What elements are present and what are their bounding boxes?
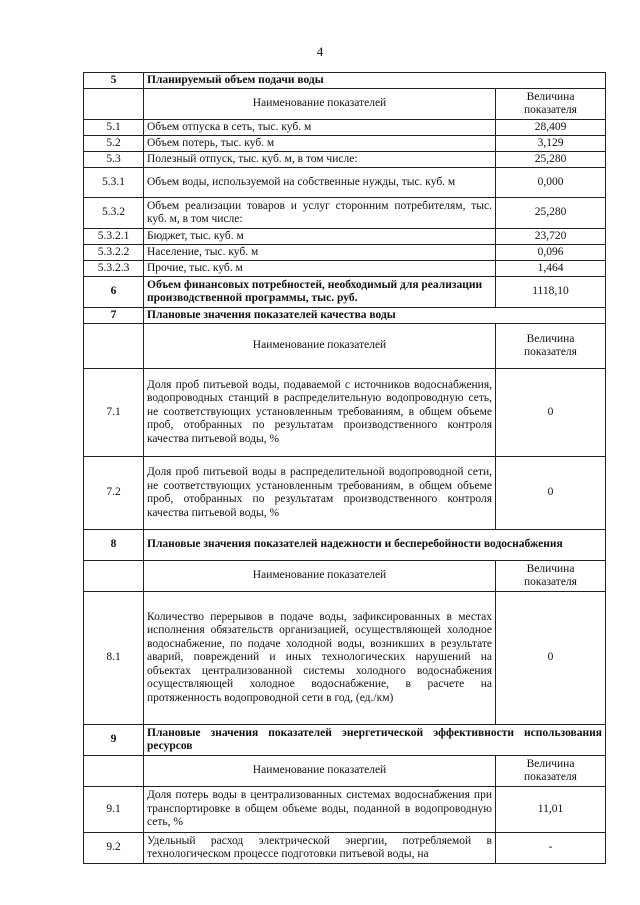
column-header-row xyxy=(84,89,606,120)
row-value: 0 xyxy=(496,457,606,530)
row-text: Доля потерь воды в централизованных системах водоснабжения при транспортировке в общем объеме воды, поданной в водопроводную сеть, % xyxy=(144,787,496,833)
row-value: 28,409 xyxy=(496,120,606,136)
row-text: Доля проб питьевой воды в распределительной водопроводной сети, не соответствующих установленным требованиям, в общем объеме проб, отобранных по результатам производственного контроля качества питьевой воды, % xyxy=(144,457,496,530)
header-blank-cell xyxy=(84,89,144,120)
row-value: - xyxy=(496,833,606,864)
table-row xyxy=(84,168,606,198)
row-value: 0 xyxy=(496,592,606,725)
row-text: Объем реализации товаров и услуг сторонним потребителям, тыс. куб. м, в том числе: xyxy=(144,198,496,229)
header-name: Наименование показателей xyxy=(144,89,496,120)
row-text: Удельный расход электрической энергии, потребляемой в технологическом процессе подготовки питьевой воды, на xyxy=(144,833,496,864)
row-text: Полезный отпуск, тыс. куб. м, в том числе: xyxy=(144,152,496,168)
row-number: 9.1 xyxy=(84,787,144,833)
column-header-row xyxy=(84,561,606,592)
production-program-table xyxy=(83,72,606,864)
row-number: 5.2 xyxy=(84,136,144,152)
row-number: 8.1 xyxy=(84,592,144,725)
header-name: Наименование показателей xyxy=(144,561,496,592)
row-text: Прочие, тыс. куб. м xyxy=(144,261,496,277)
header-blank-cell xyxy=(84,561,144,592)
row-number: 7.2 xyxy=(84,457,144,530)
row-value: 3,129 xyxy=(496,136,606,152)
row-text: Население, тыс. куб. м xyxy=(144,245,496,261)
table-row xyxy=(84,261,606,277)
section-row-9 xyxy=(84,725,606,756)
header-name: Наименование показателей xyxy=(144,324,496,369)
section-value: 1118,10 xyxy=(496,277,606,308)
row-number: 5.3.2.1 xyxy=(84,229,144,245)
row-number: 5.3 xyxy=(84,152,144,168)
section-row-8 xyxy=(84,530,606,561)
section-number: 6 xyxy=(84,277,144,308)
table-row xyxy=(84,152,606,168)
header-value: Величина показателя xyxy=(496,561,606,592)
section-number: 9 xyxy=(84,725,144,756)
row-value: 25,280 xyxy=(496,152,606,168)
table-row xyxy=(84,592,606,725)
table-row xyxy=(84,457,606,530)
row-value: 0 xyxy=(496,369,606,457)
table-row xyxy=(84,369,606,457)
row-number: 5.1 xyxy=(84,120,144,136)
row-value: 25,280 xyxy=(496,198,606,229)
section-number: 5 xyxy=(84,73,144,89)
table-row xyxy=(84,833,606,864)
column-header-row xyxy=(84,324,606,369)
section-title: Плановые значения показателей энергетической эффективности использования ресурсов xyxy=(144,725,606,756)
row-number: 7.1 xyxy=(84,369,144,457)
row-text: Объем отпуска в сеть, тыс. куб. м xyxy=(144,120,496,136)
row-text: Бюджет, тыс. куб. м xyxy=(144,229,496,245)
header-blank-cell xyxy=(84,324,144,369)
row-number: 5.3.2.3 xyxy=(84,261,144,277)
header-value: Величина показателя xyxy=(496,89,606,120)
row-number: 9.2 xyxy=(84,833,144,864)
row-value: 1,464 xyxy=(496,261,606,277)
section-title: Планируемый объем подачи воды xyxy=(144,73,606,89)
page-number: 4 xyxy=(316,44,324,59)
row-text: Доля проб питьевой воды, подаваемой с источников водоснабжения, водопроводных станций в распределительную водопроводную сеть, не соответствующих установленным требованиям, в общем объеме проб, отобранных по результатам производственного контроля качества питьевой воды, % xyxy=(144,369,496,457)
row-text: Объем потерь, тыс. куб. м xyxy=(144,136,496,152)
row-value: 23,720 xyxy=(496,229,606,245)
header-name: Наименование показателей xyxy=(144,756,496,787)
row-number: 5.3.1 xyxy=(84,168,144,198)
row-text: Объем воды, используемой на собственные нужды, тыс. куб. м xyxy=(144,168,496,198)
section-title: Объем финансовых потребностей, необходимый для реализации производственной программы, тыс. руб. xyxy=(144,277,496,308)
table-row xyxy=(84,198,606,229)
section-number: 7 xyxy=(84,308,144,324)
row-value: 0,000 xyxy=(496,168,606,198)
table-row xyxy=(84,245,606,261)
column-header-row xyxy=(84,756,606,787)
section-row-7 xyxy=(84,308,606,324)
header-value: Величина показателя xyxy=(496,756,606,787)
section-number: 8 xyxy=(84,530,144,561)
row-text: Количество перерывов в подаче воды, зафиксированных в местах исполнения обязательств организацией, осуществляющей холодное водоснабжение, по подаче холодной воды, возникших в результате аварий, повреждений и иных технологических нарушений на объектах централизованной системы холодного водоснабжения осуществляющей холодное водоснабжение, в расчете на протяженность водопроводной сети в год, (ед./км) xyxy=(144,592,496,725)
section-title: Плановые значения показателей качества воды xyxy=(144,308,606,324)
section-title: Плановые значения показателей надежности и бесперебойности водоснабжения xyxy=(144,530,606,561)
header-value: Величина показателя xyxy=(496,324,606,369)
section-row-5 xyxy=(84,73,606,89)
row-value: 0,096 xyxy=(496,245,606,261)
header-blank-cell xyxy=(84,756,144,787)
table-row xyxy=(84,229,606,245)
table-row xyxy=(84,136,606,152)
row-number: 5.3.2 xyxy=(84,198,144,229)
table-row xyxy=(84,120,606,136)
row-value: 11,01 xyxy=(496,787,606,833)
table-row xyxy=(84,787,606,833)
row-number: 5.3.2.2 xyxy=(84,245,144,261)
section-row-6 xyxy=(84,277,606,308)
